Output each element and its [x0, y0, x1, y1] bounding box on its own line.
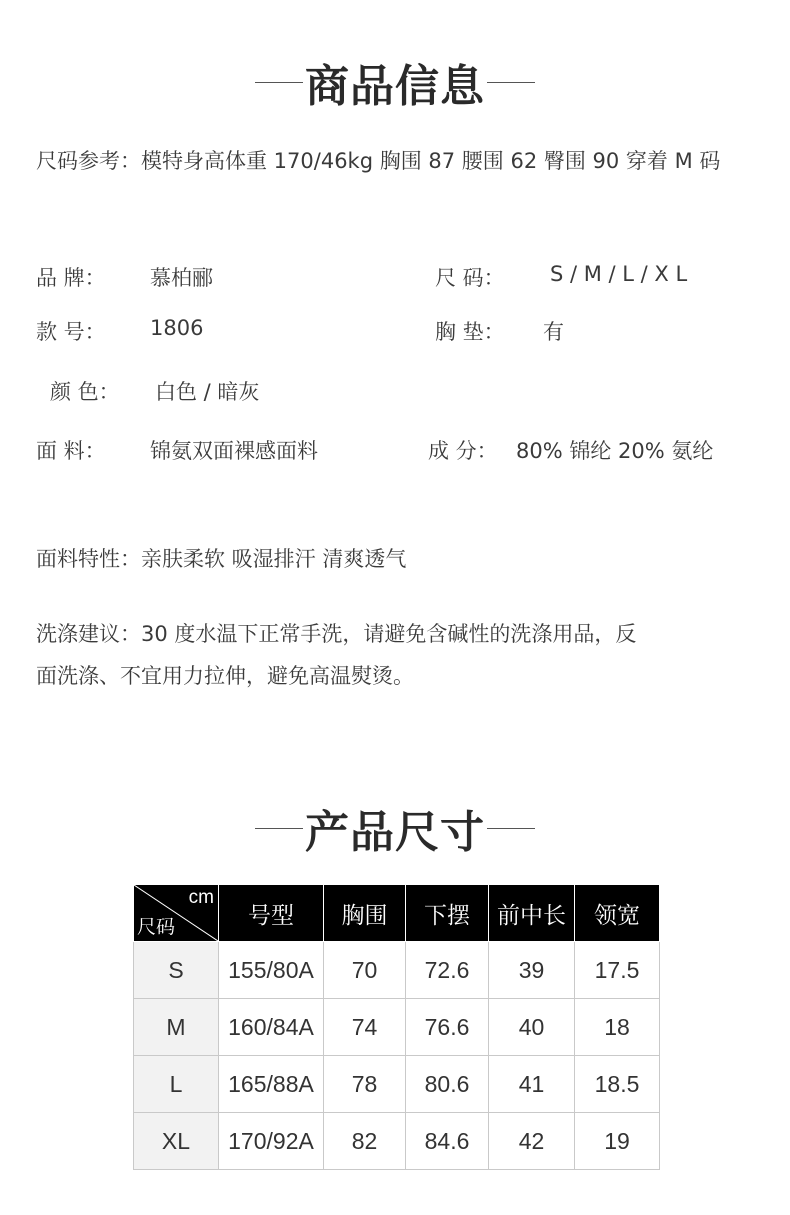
- table-cell: 18.5: [575, 1056, 660, 1113]
- heading-right-rule: [487, 82, 535, 83]
- color-value: 白色 / 暗灰: [155, 380, 260, 404]
- product-size-title: 产品尺寸: [305, 807, 485, 858]
- header-cell: 胸围: [324, 885, 406, 942]
- brand-value: 慕柏郦: [150, 266, 213, 290]
- table-cell: 84.6: [406, 1113, 489, 1170]
- table-cell: 80.6: [406, 1056, 489, 1113]
- header-cell: 号型: [219, 885, 324, 942]
- corner-unit: cm: [188, 887, 214, 908]
- size-value: S / M / L / X L: [550, 262, 688, 286]
- table-row: [134, 1113, 660, 1170]
- table-cell: 165/88A: [219, 1056, 324, 1113]
- size-table: [133, 884, 660, 1170]
- pad-value: 有: [543, 320, 564, 344]
- size-cell: M: [134, 999, 219, 1056]
- header-cell: 下摆: [406, 885, 489, 942]
- table-cell: 155/80A: [219, 942, 324, 999]
- table-cell: 41: [489, 1056, 575, 1113]
- table-row: [134, 1056, 660, 1113]
- size-label: 尺 码：: [435, 266, 505, 290]
- header-cell: 领宽: [575, 885, 660, 942]
- size-cell: S: [134, 942, 219, 999]
- header-cell: 前中长: [489, 885, 575, 942]
- corner-size: 尺码: [137, 916, 176, 938]
- heading-left-rule: [255, 82, 303, 83]
- wash-line-2: 面洗涤、不宜用力拉伸，避免高温熨烫。: [36, 664, 414, 688]
- wash-line-1: 洗涤建议：30 度水温下正常手洗，请避免含碱性的洗涤用品，反: [36, 622, 637, 646]
- composition-label: 成 分：: [428, 439, 498, 463]
- brand-label: 品 牌：: [36, 266, 106, 290]
- table-cell: 40: [489, 999, 575, 1056]
- fabric-features: 面料特性：亲肤柔软 吸湿排汗 清爽透气: [36, 547, 407, 571]
- heading-right-rule: [487, 828, 535, 829]
- table-cell: 78: [324, 1056, 406, 1113]
- table-cell: 74: [324, 999, 406, 1056]
- table-row: [134, 942, 660, 999]
- pad-label: 胸 垫：: [435, 320, 505, 344]
- style-value: 1806: [150, 316, 204, 340]
- product-size-heading: [0, 796, 790, 860]
- corner-header: [134, 885, 219, 942]
- table-cell: 170/92A: [219, 1113, 324, 1170]
- table-cell: 82: [324, 1113, 406, 1170]
- composition-value: 80% 锦纶 20% 氨纶: [516, 439, 714, 463]
- fabric-label: 面 料：: [36, 439, 106, 463]
- table-cell: 72.6: [406, 942, 489, 999]
- table-cell: 42: [489, 1113, 575, 1170]
- size-cell: XL: [134, 1113, 219, 1170]
- table-cell: 39: [489, 942, 575, 999]
- size-reference: 尺码参考：模特身高体重 170/46kg 胸围 87 腰围 62 臀围 90 穿着 M 码: [36, 149, 721, 173]
- product-info-heading: [0, 50, 790, 114]
- fabric-value: 锦氨双面裸感面料: [150, 439, 318, 463]
- table-header-row: [134, 885, 660, 942]
- table-cell: 19: [575, 1113, 660, 1170]
- table-cell: 160/84A: [219, 999, 324, 1056]
- style-label: 款 号：: [36, 320, 106, 344]
- heading-left-rule: [255, 828, 303, 829]
- product-info-title: 商品信息: [305, 61, 485, 112]
- table-cell: 76.6: [406, 999, 489, 1056]
- table-cell: 70: [324, 942, 406, 999]
- table-cell: 17.5: [575, 942, 660, 999]
- size-cell: L: [134, 1056, 219, 1113]
- color-label: 颜 色：: [50, 380, 120, 404]
- table-cell: 18: [575, 999, 660, 1056]
- table-row: [134, 999, 660, 1056]
